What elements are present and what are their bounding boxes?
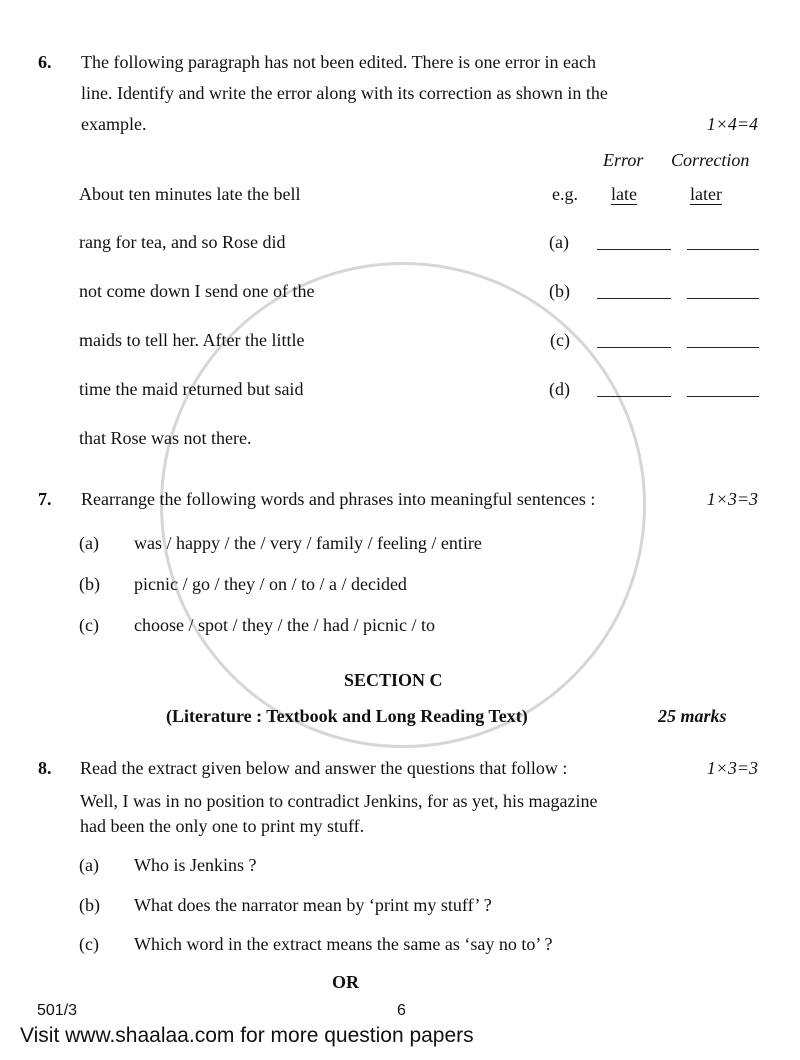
error-blank xyxy=(597,249,671,250)
q7-number: 7. xyxy=(38,489,52,509)
q8-text: Read the extract given below and answer the questions that follow : xyxy=(80,758,568,778)
section-marks: 25 marks xyxy=(658,706,727,726)
q7-item-label: (c) xyxy=(79,615,99,635)
q8-item-text: Which word in the extract means the same as ‘say no to’ ? xyxy=(134,934,553,954)
section-subtitle: (Literature : Textbook and Long Reading Text) xyxy=(166,706,528,726)
error-blank xyxy=(597,298,671,299)
or-separator: OR xyxy=(332,972,359,992)
q6-row-text: that Rose was not there. xyxy=(79,428,252,448)
q7-marks: 1×3=3 xyxy=(706,489,758,509)
q7-item-text: choose / spot / they / the / had / picnic / to xyxy=(134,615,435,635)
example-error: late xyxy=(611,184,637,204)
q6-row-label: (c) xyxy=(550,330,570,350)
q8-item-text: Who is Jenkins ? xyxy=(134,855,257,875)
q8-number: 8. xyxy=(38,758,52,778)
correction-blank xyxy=(687,396,759,397)
visit-link[interactable]: Visit www.shaalaa.com for more question papers xyxy=(20,1024,474,1047)
section-title: SECTION C xyxy=(344,670,443,690)
q6-row-text: maids to tell her. After the little xyxy=(79,330,305,350)
q6-line-1: The following paragraph has not been edited. There is one error in each xyxy=(81,52,596,72)
correction-blank xyxy=(687,298,759,299)
q6-row-text: About ten minutes late the bell xyxy=(79,184,301,204)
q6-row-label: e.g. xyxy=(552,184,578,204)
q6-row-label: (a) xyxy=(549,232,569,252)
q8-extract-line: Well, I was in no position to contradict Jenkins, for as yet, his magazine xyxy=(80,791,598,811)
q7-item-text: picnic / go / they / on / to / a / decided xyxy=(134,574,407,594)
header-error: Error xyxy=(603,150,644,170)
q7-text: Rearrange the following words and phrases into meaningful sentences : xyxy=(81,489,596,509)
paper-code: 501/3 xyxy=(37,1002,78,1019)
q6-line-3: example. xyxy=(81,114,147,134)
q8-item-text: What does the narrator mean by ‘print my stuff’ ? xyxy=(134,895,492,915)
q6-number: 6. xyxy=(38,52,52,72)
error-blank xyxy=(597,347,671,348)
q6-row-text: rang for tea, and so Rose did xyxy=(79,232,286,252)
correction-blank xyxy=(687,347,759,348)
example-correction: later xyxy=(690,184,722,204)
header-correction: Correction xyxy=(671,150,750,170)
q6-row-label: (d) xyxy=(549,379,570,399)
page-number: 6 xyxy=(397,1002,406,1019)
q6-row-text: not come down I send one of the xyxy=(79,281,315,301)
error-blank xyxy=(597,396,671,397)
q8-item-label: (b) xyxy=(79,895,100,915)
q6-row-text: time the maid returned but said xyxy=(79,379,304,399)
q7-item-label: (a) xyxy=(79,533,99,553)
q8-marks: 1×3=3 xyxy=(706,758,758,778)
q7-item-label: (b) xyxy=(79,574,100,594)
q8-item-label: (a) xyxy=(79,855,99,875)
q6-line-2: line. Identify and write the error along with its correction as shown in the xyxy=(81,83,608,103)
q8-item-label: (c) xyxy=(79,934,99,954)
q6-row-label: (b) xyxy=(549,281,570,301)
q7-item-text: was / happy / the / very / family / feeling / entire xyxy=(134,533,482,553)
q6-marks: 1×4=4 xyxy=(706,114,758,134)
correction-blank xyxy=(687,249,759,250)
q8-extract-line: had been the only one to print my stuff. xyxy=(80,816,365,836)
